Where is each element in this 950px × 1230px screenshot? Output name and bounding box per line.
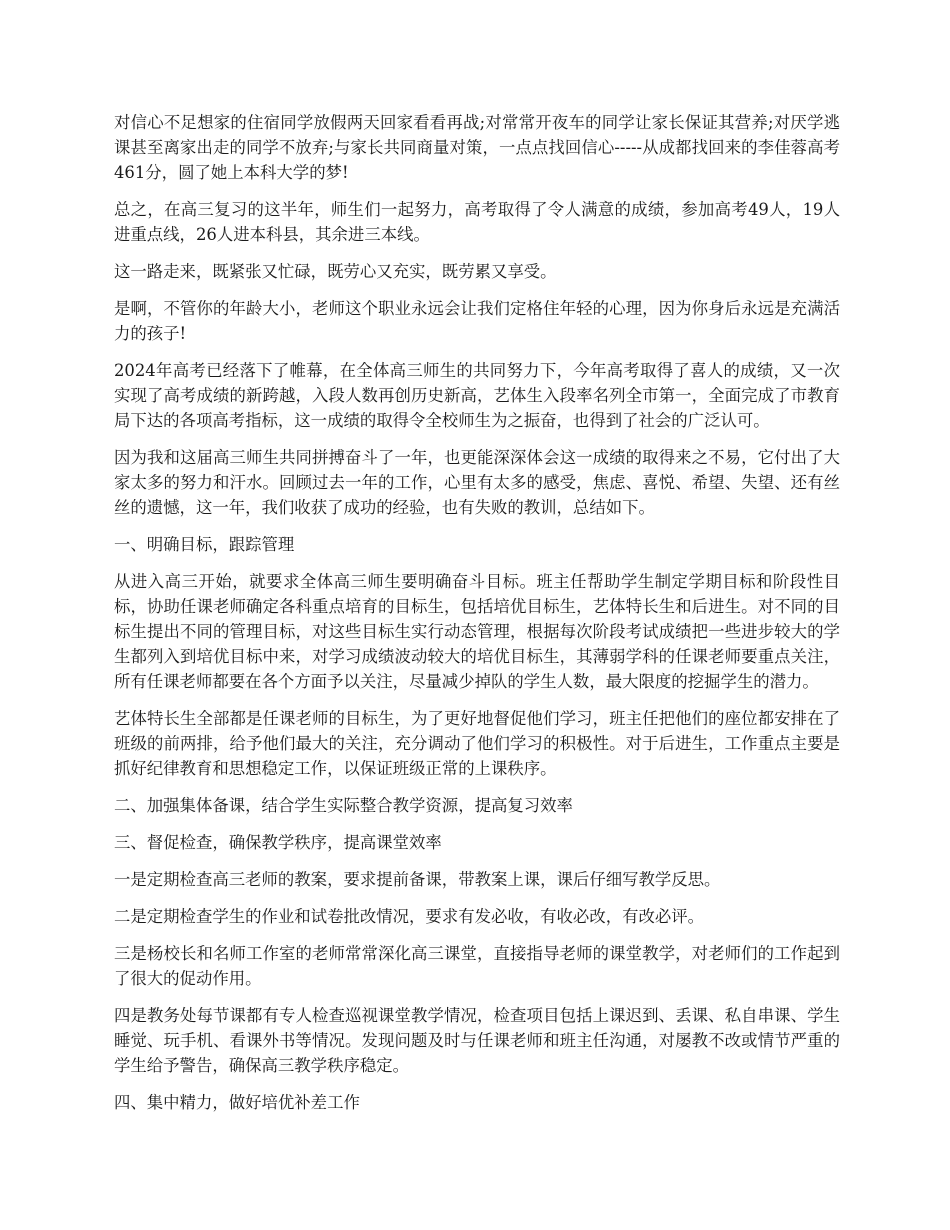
document-body — [114, 110, 840, 1127]
paragraph-2024-exam: 2024年高考已经落下了帷幕，在全体高三师生的共同努力下，今年高考取得了喜人的成绩，又一次实现了高考成绩的新跨越，入段人数再创历史新高，艺体生入段率名列全市第一，全面完成了市教育局下达的各项高考指标，这一成绩的取得令全校师生为之振奋，也得到了社会的广泛认可。 — [114, 361, 840, 430]
paragraph-art-sports-students: 艺体特长生全部都是任课老师的目标生，为了更好地督促他们学习，班主任把他们的座位都安排在了班级的前两排，给予他们最大的关注，充分调动了他们学习的积极性。对于后进生，工作重点主要是抓好纪律教育和思想稳定工作，以保证班级正常的上课秩序。 — [114, 709, 840, 778]
paragraph-check-1: 一是定期检查高三老师的教案，要求提前备课，带教案上课，课后仔细写教学反思。 — [114, 870, 721, 889]
paragraph-teacher-profession: 是啊，不管你的年龄大小，老师这个职业永远会让我们定格住年轻的心理，因为你身后永远是充满活力的孩子! — [114, 299, 840, 343]
paragraph-support-students: 对信心不足想家的住宿同学放假两天回家看看再战;对常常开夜车的同学让家长保证其营养;对厌学逃课甚至离家出走的同学不放弃;与家长共同商量对策，一点点找回信心-----从成都找回来的李佳蓉高考461分，圆了她上本科大学的梦! — [114, 113, 840, 182]
section-heading-4: 四、集中精力，做好培优补差工作 — [114, 1093, 360, 1112]
section-heading-2: 二、加强集体备课，结合学生实际整合教学资源，提高复习效率 — [114, 796, 573, 815]
paragraph-reflection: 因为我和这届高三师生共同拼搏奋斗了一年，也更能深深体会这一成绩的取得来之不易，它付出了大家太多的努力和汗水。回顾过去一年的工作，心里有太多的感受，焦虑、喜悦、希望、失望、还有丝丝的遗憾，这一年，我们收获了成功的经验，也有失败的教训，总结如下。 — [114, 448, 840, 517]
paragraph-journey: 这一路走来，既紧张又忙碌，既劳心又充实，既劳累又享受。 — [114, 262, 557, 281]
paragraph-check-3: 三是杨校长和名师工作室的老师常常深化高三课堂，直接指导老师的课堂教学，对老师们的工作起到了很大的促动作用。 — [114, 944, 840, 988]
section-heading-3: 三、督促检查，确保教学秩序，提高课堂效率 — [114, 833, 442, 852]
paragraph-check-4: 四是教务处每节课都有专人检查巡视课堂教学情况，检查项目包括上课迟到、丢课、私自串课、学生睡觉、玩手机、看课外书等情况。发现问题及时与任课老师和班主任沟通，对屡教不改或情节严重的学生给予警告，确保高三教学秩序稳定。 — [114, 1006, 840, 1075]
paragraph-check-2: 二是定期检查学生的作业和试卷批改情况，要求有发必收，有收必改，有改必评。 — [114, 907, 705, 926]
paragraph-goal-setting: 从进入高三开始，就要求全体高三师生要明确奋斗目标。班主任帮助学生制定学期目标和阶段性目标，协助任课老师确定各科重点培育的目标生，包括培优目标生，艺体特长生和后进生。对不同的目标生提出不同的管理目标，对这些目标生实行动态管理，根据每次阶段考试成绩把一些进步较大的学生都列入到培优目标中来，对学习成绩波动较大的培优目标生，其薄弱学科的任课老师要重点关注，所有任课老师都要在各个方面予以关注，尽量减少掉队的学生人数，最大限度的挖掘学生的潜力。 — [114, 572, 840, 691]
paragraph-results-summary: 总之，在高三复习的这半年，师生们一起努力，高考取得了令人满意的成绩，参加高考49人，19人进重点线，26人进本科县，其余进三本线。 — [114, 200, 840, 244]
section-heading-1: 一、明确目标，跟踪管理 — [114, 535, 295, 554]
